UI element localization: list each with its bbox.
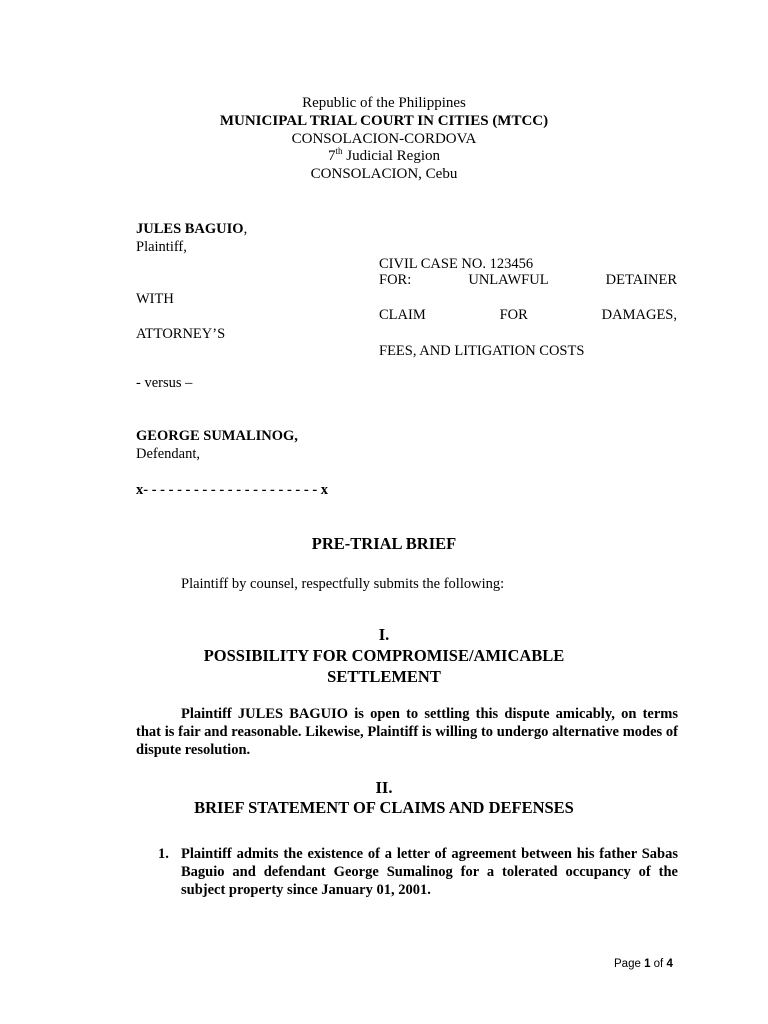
plaintiff-role: Plaintiff, (136, 239, 187, 255)
page-current: 1 (644, 958, 651, 970)
region-label: Judicial Region (342, 148, 440, 164)
case-nature-word: CLAIM (379, 307, 426, 323)
judicial-region (0, 147, 768, 166)
case-nature-word: FOR: (379, 272, 412, 288)
section-numeral: I. (378, 625, 390, 644)
intro-paragraph: Plaintiff by counsel, respectfully submits the following: (181, 576, 505, 592)
list-item: Plaintiff admits the existence of a letter of agreement between his father Sabas Baguio and defendant George Sumalinog for a tolerated occupancy of the subject property since January 01, 2001. (181, 846, 678, 898)
case-nature-word: DETAINER (605, 272, 677, 288)
case-number: CIVIL CASE NO. 123456 (379, 256, 534, 272)
list-item-marker: 1. (158, 846, 169, 862)
page-total: 4 (666, 958, 673, 970)
plaintiff-name (136, 220, 247, 238)
page-prefix: Page (614, 958, 645, 970)
region-ordinal-suffix: th (335, 146, 343, 156)
section-heading: POSSIBILITY FOR COMPROMISE/AMICABLE (203, 646, 565, 665)
section-heading: BRIEF STATEMENT OF CLAIMS AND DEFENSES (194, 798, 574, 817)
court-name: MUNICIPAL TRIAL COURT IN CITIES (MTCC) (219, 113, 549, 129)
case-nature-line2 (379, 306, 677, 324)
region-number: 7 (327, 148, 336, 164)
republic-line: Republic of the Philippines (302, 95, 466, 111)
section-heading-continued: SETTLEMENT (327, 667, 441, 686)
case-nature-line3: FEES, AND LITIGATION COSTS (379, 343, 585, 359)
case-nature-word: UNLAWFUL (468, 272, 549, 288)
case-nature-word: DAMAGES, (601, 307, 677, 323)
section-paragraph: Plaintiff JULES BAGUIO is open to settling this dispute amicably, on terms that is fair and reasonable. Likewise, Plaintiff is willing to undergo alternative modes of dispute resolution. (136, 706, 678, 758)
page-separator: of (650, 958, 667, 970)
plaintiff-name-comma: , (243, 221, 248, 237)
section-numeral: II. (375, 778, 393, 797)
caption-separator: x- - - - - - - - - - - - - - - - - - - - - x (136, 482, 329, 498)
with-label: WITH (136, 291, 174, 307)
page-number (614, 957, 673, 971)
document-title: PRE-TRIAL BRIEF (311, 534, 457, 553)
court-location: CONSOLACION-CORDOVA (291, 131, 477, 147)
court-city: CONSOLACION, Cebu (310, 166, 458, 182)
plaintiff-name-text: JULES BAGUIO (136, 221, 244, 237)
versus-label: - versus – (136, 375, 193, 391)
defendant-name: GEORGE SUMALINOG, (136, 428, 298, 444)
attorneys-label: ATTORNEY’S (136, 326, 226, 342)
case-nature-line1 (379, 271, 677, 289)
defendant-role: Defendant, (136, 446, 201, 462)
case-nature-word: FOR (499, 307, 528, 323)
